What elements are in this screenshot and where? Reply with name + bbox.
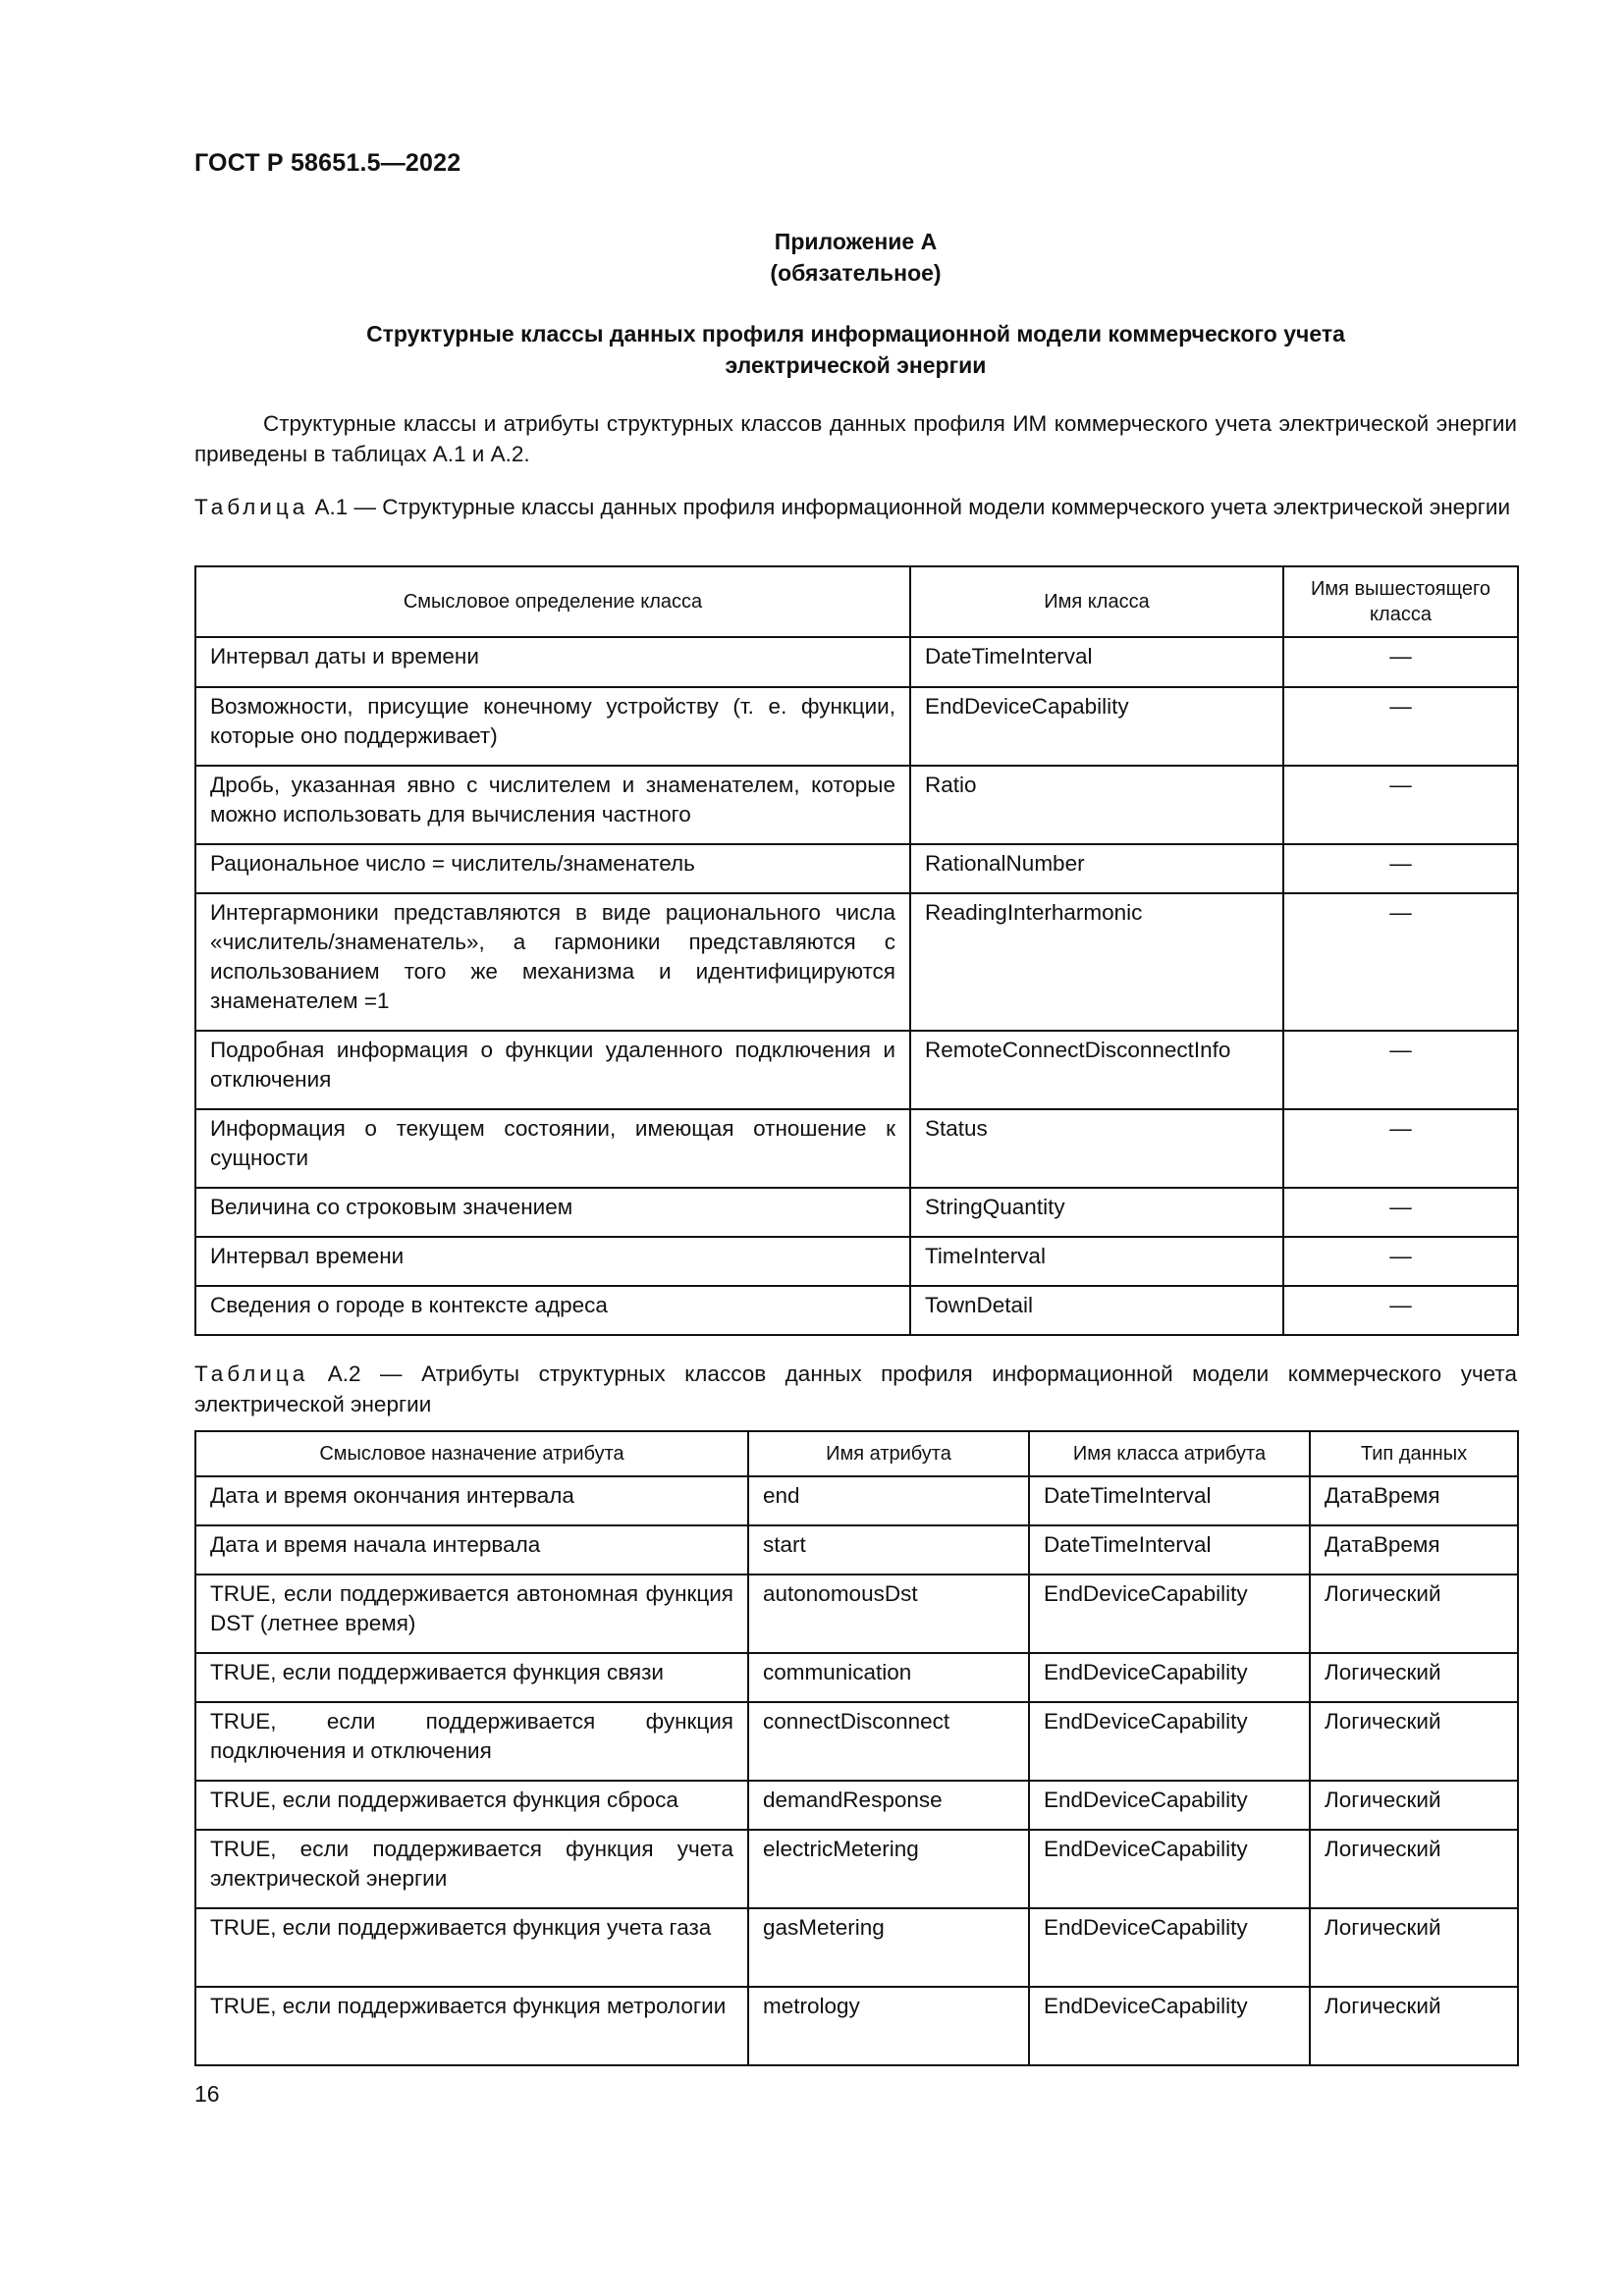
attribute-meaning-cell: TRUE, если поддерживается функция учета газа [195, 1908, 748, 1987]
table2-row [195, 1525, 1518, 1575]
table1-header-cell: Имя вышестоящего класса [1283, 566, 1518, 637]
class-name-cell: RemoteConnectDisconnectInfo [910, 1031, 1283, 1109]
table2-header-row [195, 1431, 1518, 1476]
attribute-class-cell: EndDeviceCapability [1029, 1987, 1310, 2065]
class-name-cell: TimeInterval [910, 1237, 1283, 1286]
table2-row [195, 1575, 1518, 1653]
document-header: ГОСТ Р 58651.5—2022 [194, 149, 461, 177]
table1-row [195, 1237, 1518, 1286]
table1-row [195, 687, 1518, 766]
parent-class-cell: — [1283, 766, 1518, 844]
attribute-name-cell: electricMetering [748, 1830, 1029, 1908]
data-type-cell: Логический [1310, 1908, 1518, 1987]
table2-row [195, 1653, 1518, 1702]
attribute-name-cell: metrology [748, 1987, 1029, 2065]
parent-class-cell: — [1283, 637, 1518, 687]
table2-row [195, 1702, 1518, 1781]
data-type-cell: Логический [1310, 1653, 1518, 1702]
class-name-cell: DateTimeInterval [910, 637, 1283, 687]
attribute-meaning-cell: TRUE, если поддерживается функция подключения и отключения [195, 1702, 748, 1781]
data-type-cell: Логический [1310, 1781, 1518, 1830]
attribute-meaning-cell: TRUE, если поддерживается автономная функция DST (летнее время) [195, 1575, 748, 1653]
class-definition-cell: Возможности, присущие конечному устройству (т. е. функции, которые оно поддерживает) [195, 687, 910, 766]
intro-paragraph: Структурные классы и атрибуты структурных классов данных профиля ИМ коммерческого учета электрической энергии приведены в таблицах А.1 и А.2. [194, 411, 1517, 466]
table-a1 [194, 565, 1519, 1336]
attribute-name-cell: end [748, 1476, 1029, 1525]
class-definition-cell: Сведения о городе в контексте адреса [195, 1286, 910, 1335]
page-number: 16 [194, 2081, 220, 2107]
table2-row [195, 1830, 1518, 1908]
attribute-class-cell: EndDeviceCapability [1029, 1908, 1310, 1987]
parent-class-cell: — [1283, 1109, 1518, 1188]
table2-caption [194, 1359, 1517, 1419]
table2-header-cell: Тип данных [1310, 1431, 1518, 1476]
data-type-cell: Логический [1310, 1830, 1518, 1908]
attribute-class-cell: EndDeviceCapability [1029, 1781, 1310, 1830]
attribute-meaning-cell: Дата и время окончания интервала [195, 1476, 748, 1525]
data-type-cell: Логический [1310, 1702, 1518, 1781]
table1-header-cell: Смысловое определение класса [195, 566, 910, 637]
table2-header-cell: Смысловое назначение атрибута [195, 1431, 748, 1476]
table2-row [195, 1781, 1518, 1830]
table2-caption-label: Таблица [194, 1362, 309, 1386]
table1-row [195, 1188, 1518, 1237]
parent-class-cell: — [1283, 1031, 1518, 1109]
class-definition-cell: Интергармоники представляются в виде рационального числа «числитель/знаменатель», а гармоники представляются с использованием того же механизма и идентифицируются знаменателем =1 [195, 893, 910, 1031]
attribute-name-cell: start [748, 1525, 1029, 1575]
table2-row [195, 1476, 1518, 1525]
class-definition-cell: Дробь, указанная явно с числителем и знаменателем, которые можно использовать для вычисления частного [195, 766, 910, 844]
class-definition-cell: Величина со строковым значением [195, 1188, 910, 1237]
data-type-cell: Логический [1310, 1987, 1518, 2065]
data-type-cell: Логический [1310, 1575, 1518, 1653]
attribute-meaning-cell: TRUE, если поддерживается функция метрологии [195, 1987, 748, 2065]
table1-header-cell: Имя класса [910, 566, 1283, 637]
attribute-meaning-cell: TRUE, если поддерживается функция учета электрической энергии [195, 1830, 748, 1908]
attribute-name-cell: autonomousDst [748, 1575, 1029, 1653]
parent-class-cell: — [1283, 844, 1518, 893]
attribute-name-cell: demandResponse [748, 1781, 1029, 1830]
parent-class-cell: — [1283, 1286, 1518, 1335]
section-title-line-1: Структурные классы данных профиля информационной модели коммерческого учета [366, 321, 1345, 347]
attribute-class-cell: EndDeviceCapability [1029, 1575, 1310, 1653]
attribute-class-cell: EndDeviceCapability [1029, 1702, 1310, 1781]
attribute-name-cell: gasMetering [748, 1908, 1029, 1987]
section-title-line-2: электрической энергии [725, 352, 987, 378]
class-name-cell: ReadingInterharmonic [910, 893, 1283, 1031]
parent-class-cell: — [1283, 893, 1518, 1031]
table1-row [195, 844, 1518, 893]
table1-caption [194, 492, 1517, 522]
table2-row [195, 1987, 1518, 2065]
attribute-class-cell: DateTimeInterval [1029, 1476, 1310, 1525]
attribute-class-cell: EndDeviceCapability [1029, 1830, 1310, 1908]
class-definition-cell: Рациональное число = числитель/знаменатель [195, 844, 910, 893]
table1-caption-text: А.1 — Структурные классы данных профиля информационной модели коммерческого учета электрической энергии [308, 495, 1511, 519]
class-name-cell: StringQuantity [910, 1188, 1283, 1237]
class-definition-cell: Подробная информация о функции удаленного подключения и отключения [195, 1031, 910, 1109]
data-type-cell: ДатаВремя [1310, 1525, 1518, 1575]
table2-header-cell: Имя атрибута [748, 1431, 1029, 1476]
attribute-meaning-cell: TRUE, если поддерживается функция сброса [195, 1781, 748, 1830]
table1-row [195, 893, 1518, 1031]
appendix-title: Приложение А [774, 229, 938, 254]
attribute-name-cell: connectDisconnect [748, 1702, 1029, 1781]
parent-class-cell: — [1283, 687, 1518, 766]
attribute-meaning-cell: Дата и время начала интервала [195, 1525, 748, 1575]
table2-header-cell: Имя класса атрибута [1029, 1431, 1310, 1476]
table1-row [195, 766, 1518, 844]
table2-row [195, 1908, 1518, 1987]
class-definition-cell: Интервал времени [195, 1237, 910, 1286]
class-name-cell: EndDeviceCapability [910, 687, 1283, 766]
attribute-class-cell: EndDeviceCapability [1029, 1653, 1310, 1702]
table1-row [195, 1031, 1518, 1109]
attribute-name-cell: communication [748, 1653, 1029, 1702]
attribute-meaning-cell: TRUE, если поддерживается функция связи [195, 1653, 748, 1702]
class-definition-cell: Информация о текущем состоянии, имеющая отношение к сущности [195, 1109, 910, 1188]
table2-caption-text: А.2 — Атрибуты структурных классов данных профиля информационной модели коммерческого учета электрической энергии [194, 1362, 1517, 1416]
class-name-cell: Ratio [910, 766, 1283, 844]
parent-class-cell: — [1283, 1237, 1518, 1286]
table1-caption-label: Таблица [194, 495, 309, 519]
table-a2 [194, 1430, 1519, 2066]
table1-header-row [195, 566, 1518, 637]
table1-row [195, 1109, 1518, 1188]
table1-row [195, 637, 1518, 687]
attribute-class-cell: DateTimeInterval [1029, 1525, 1310, 1575]
class-definition-cell: Интервал даты и времени [195, 637, 910, 687]
data-type-cell: ДатаВремя [1310, 1476, 1518, 1525]
class-name-cell: TownDetail [910, 1286, 1283, 1335]
appendix-status: (обязательное) [770, 260, 942, 286]
table1-row [195, 1286, 1518, 1335]
parent-class-cell: — [1283, 1188, 1518, 1237]
class-name-cell: Status [910, 1109, 1283, 1188]
class-name-cell: RationalNumber [910, 844, 1283, 893]
